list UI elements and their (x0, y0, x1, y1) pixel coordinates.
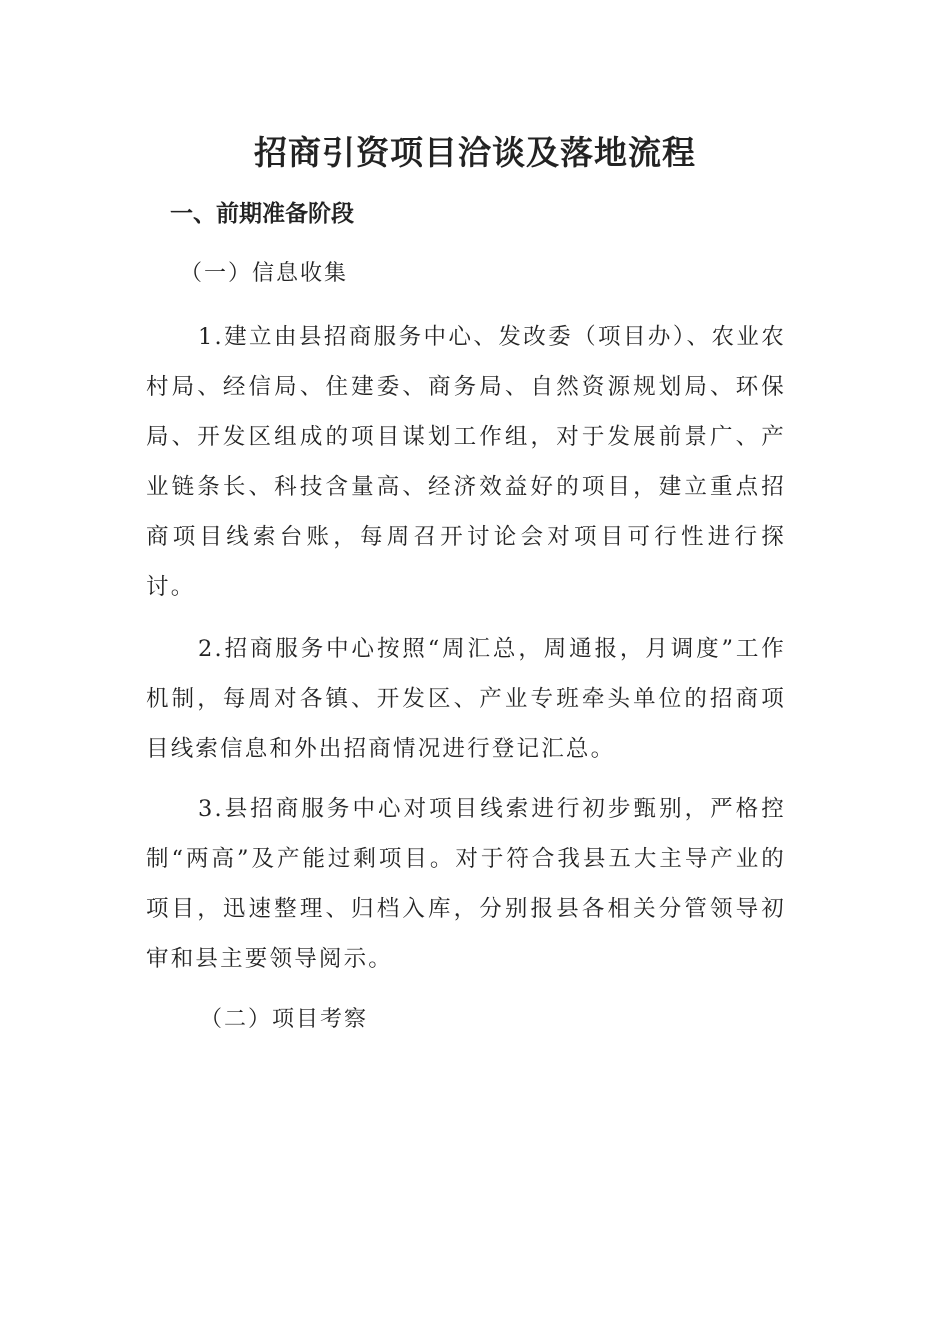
paragraph-2: 2.招商服务中心按照“周汇总，周通报，月调度”工作机制，每周对各镇、开发区、产业专班牵头单位的招商项目线索信息和外出招商情况进行登记汇总。 (146, 636, 786, 762)
paragraph-1: 1.建立由县招商服务中心、发改委（项目办）、农业农村局、经信局、住建委、商务局、自然资源规划局、环保局、开发区组成的项目谋划工作组，对于发展前景广、产业链条长、科技含量高、经济效益好的项目，建立重点招商项目线索台账，每周召开讨论会对项目可行性进行探讨。 (146, 324, 786, 600)
document-title: 招商引资项目洽谈及落地流程 (254, 133, 696, 172)
paragraph-3: 3.县招商服务中心对项目线索进行初步甄别，严格控制“两高”及产能过剩项目。对于符合我县五大主导产业的项目，迅速整理、归档入库，分别报县各相关分管领导初审和县主要领导阅示。 (146, 796, 786, 972)
section-heading-preparation: 一、前期准备阶段 (170, 201, 354, 227)
subsection-heading-information-collection: （一）信息收集 (180, 261, 349, 286)
subsection-heading-project-inspection: （二）项目考察 (200, 1007, 369, 1032)
